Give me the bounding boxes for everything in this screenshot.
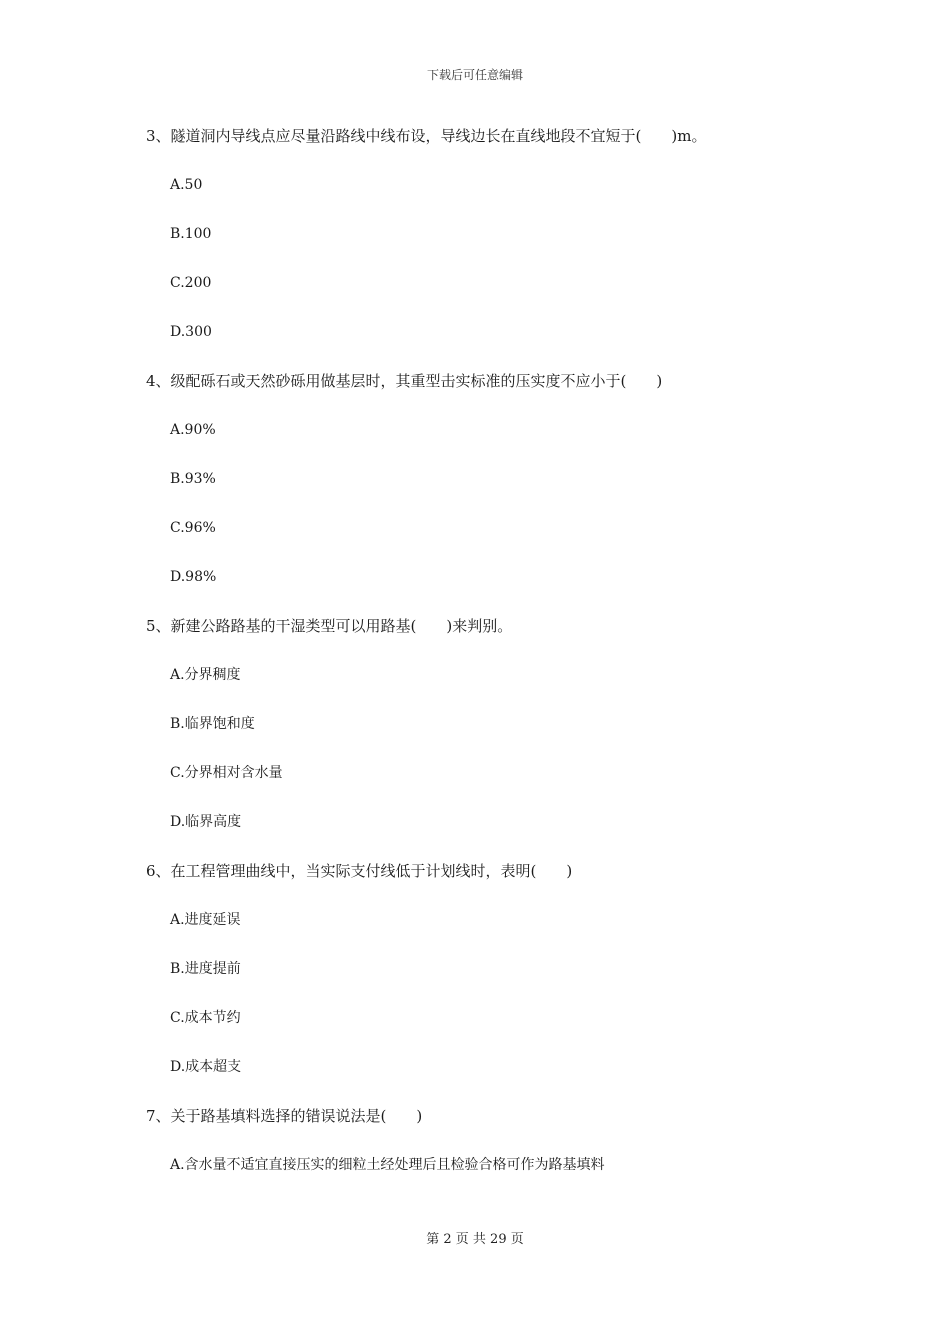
option-a: A.90%	[170, 422, 216, 438]
option-d: D.临界高度	[170, 814, 242, 830]
option-d: D.98%	[170, 569, 217, 585]
option-c: C.96%	[170, 520, 216, 536]
question-7	[146, 1104, 826, 1177]
question-list	[146, 124, 826, 1202]
option-c: C.200	[170, 275, 212, 291]
option-b: B.临界饱和度	[170, 716, 255, 732]
question-text: 6、在工程管理曲线中，当实际支付线低于计划线时，表明( )	[146, 862, 573, 880]
option-b: B.进度提前	[170, 961, 241, 977]
question-5	[146, 614, 826, 834]
question-text: 3、隧道洞内导线点应尽量沿路线中线布设，导线边长在直线地段不宜短于( )m。	[146, 127, 707, 145]
option-a: A.分界稠度	[170, 667, 241, 683]
option-list	[146, 418, 826, 589]
page-header: 下载后可任意编辑	[426, 68, 523, 82]
option-list	[146, 1153, 826, 1177]
option-b: B.93%	[170, 471, 216, 487]
question-4	[146, 369, 826, 589]
question-6	[146, 859, 826, 1079]
option-c: C.分界相对含水量	[170, 765, 283, 781]
question-text: 5、新建公路路基的干湿类型可以用路基( )来判别。	[146, 617, 513, 635]
option-d: D.成本超支	[170, 1059, 242, 1075]
option-c: C.成本节约	[170, 1010, 241, 1026]
question-3	[146, 124, 826, 344]
page-footer: 第 2 页 共 29 页	[426, 1232, 524, 1247]
option-list	[146, 173, 826, 344]
option-b: B.100	[170, 226, 212, 242]
option-list	[146, 908, 826, 1079]
option-a: A.50	[170, 177, 203, 193]
option-a: A.含水量不适宜直接压实的细粒土经处理后且检验合格可作为路基填料	[170, 1157, 605, 1173]
option-list	[146, 663, 826, 834]
option-a: A.进度延误	[170, 912, 241, 928]
question-text: 4、级配砾石或天然砂砾用做基层时，其重型击实标准的压实度不应小于( )	[146, 372, 663, 390]
option-d: D.300	[170, 324, 212, 340]
question-text: 7、关于路基填料选择的错误说法是( )	[146, 1107, 423, 1125]
